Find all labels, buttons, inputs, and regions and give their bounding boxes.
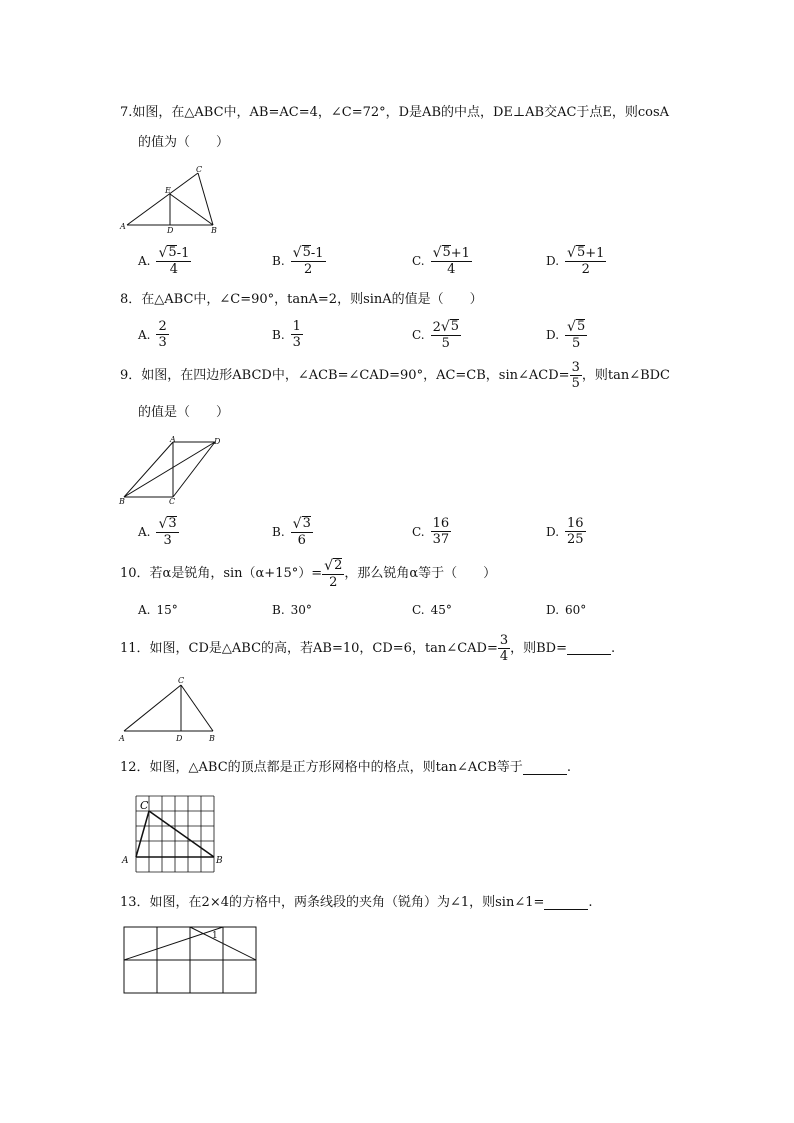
q9-stem-line1: 9．如图，在四边形ABCD中，∠ACB=∠CAD=90°，AC=CB，sin∠ACD= $\frac{3}{5}$ ，则tan∠BDC [120, 360, 671, 391]
q7-seg-eb [170, 194, 213, 225]
q8-option-b[interactable]: B. $\frac{1}{3}$ [272, 319, 301, 350]
q11-label-a: A [119, 734, 125, 743]
q9-figure [118, 435, 228, 507]
q9-option-a[interactable]: A. √ 3 3 [138, 516, 177, 548]
q8-option-d[interactable]: D. √ 5 5 [546, 319, 586, 351]
q9-label-c: C [169, 497, 176, 506]
q8-option-a[interactable]: A. $\frac{2}{3}$ [138, 319, 167, 350]
q13-stem: 13．如图，在2×4的方格中，两条线段的夹角（锐角）为∠1，则sin∠1= . [120, 895, 593, 910]
q9-stem-line2: 的值是（ ） [138, 405, 230, 420]
q12-seg-ac [136, 811, 149, 857]
q9-seg-ab [124, 442, 173, 497]
q12-stem: 12．如图，△ABC的顶点都是正方形网格中的格点，则tan∠ACB等于 . [120, 760, 571, 775]
q10-option-c[interactable]: C. 45° [412, 603, 452, 617]
q9-option-c[interactable]: C. $\frac{16}{37}$ [412, 516, 450, 547]
q9-label-a: A [170, 435, 176, 444]
q12-figure [120, 793, 230, 877]
q7-label-b: B [211, 226, 217, 235]
q12-label-c: C [140, 799, 149, 812]
q9-seg-bd [124, 442, 215, 497]
q10-option-b[interactable]: B. 30° [272, 603, 312, 617]
q13-seg-1 [124, 927, 223, 960]
q7-stem-line2: 的值为（ ） [138, 135, 230, 150]
q9-label-b: B [119, 497, 125, 506]
q12-label-a: A [122, 856, 129, 866]
q7-seg-cb [198, 173, 213, 225]
q13-angle-label: 1 [212, 931, 218, 941]
q8-stem: 8．在△ABC中，∠C=90°，tanA=2，则sinA的值是（ ） [120, 292, 483, 307]
q13-figure [120, 924, 260, 996]
q12-answer-blank[interactable] [523, 762, 567, 775]
q7-label-a: A [120, 222, 126, 231]
q12-seg-cb [149, 811, 214, 857]
q7-label-c: C [196, 165, 203, 174]
q11-seg-cb [181, 685, 213, 731]
q11-label-c: C [178, 676, 185, 685]
q11-stem: 11．如图，CD是△ABC的高，若AB=10，CD=6，tan∠CAD= $\frac{3}{4}$ ，则BD= . [120, 633, 616, 664]
q11-figure [118, 673, 218, 745]
q7-option-d[interactable]: D. √ 5 +1 2 [546, 245, 605, 277]
q10-option-a[interactable]: A. 15° [138, 603, 178, 617]
q12-label-b: B [216, 856, 223, 866]
q11-label-b: B [209, 734, 215, 743]
q7-label-d: D [167, 226, 174, 235]
q7-figure [120, 165, 220, 235]
q7-seg-ac [127, 173, 198, 225]
q10-option-d[interactable]: D. 60° [546, 603, 587, 617]
q10-stem: 10．若α是锐角，sin（α+15°）= √ 2 2 ，那么锐角α等于（ ） [120, 558, 497, 590]
q7-option-b[interactable]: B. √ 5 -1 2 [272, 245, 324, 277]
q7-option-c[interactable]: C. √ 5 +1 4 [412, 245, 470, 277]
q11-label-d: D [176, 734, 183, 743]
q13-answer-blank[interactable] [544, 897, 588, 910]
q8-option-c[interactable]: C. 2 √ 5 5 [412, 319, 460, 351]
q9-label-d: D [214, 437, 221, 446]
q9-seg-cd [173, 442, 215, 497]
q9-option-b[interactable]: B. √ 3 6 [272, 516, 311, 548]
q7-stem-line1: 7.如图，在△ABC中，AB=AC=4，∠C=72°，D是AB的中点，DE⊥AB交AC于点E，则cosA [120, 105, 670, 120]
q11-seg-ac [124, 685, 181, 731]
q9-option-d[interactable]: D. $\frac{16}{25}$ [546, 516, 584, 547]
q7-label-e: E [165, 186, 171, 195]
q11-answer-blank[interactable] [567, 642, 611, 655]
q7-option-a[interactable]: A. √ 5 -1 4 [138, 245, 190, 277]
